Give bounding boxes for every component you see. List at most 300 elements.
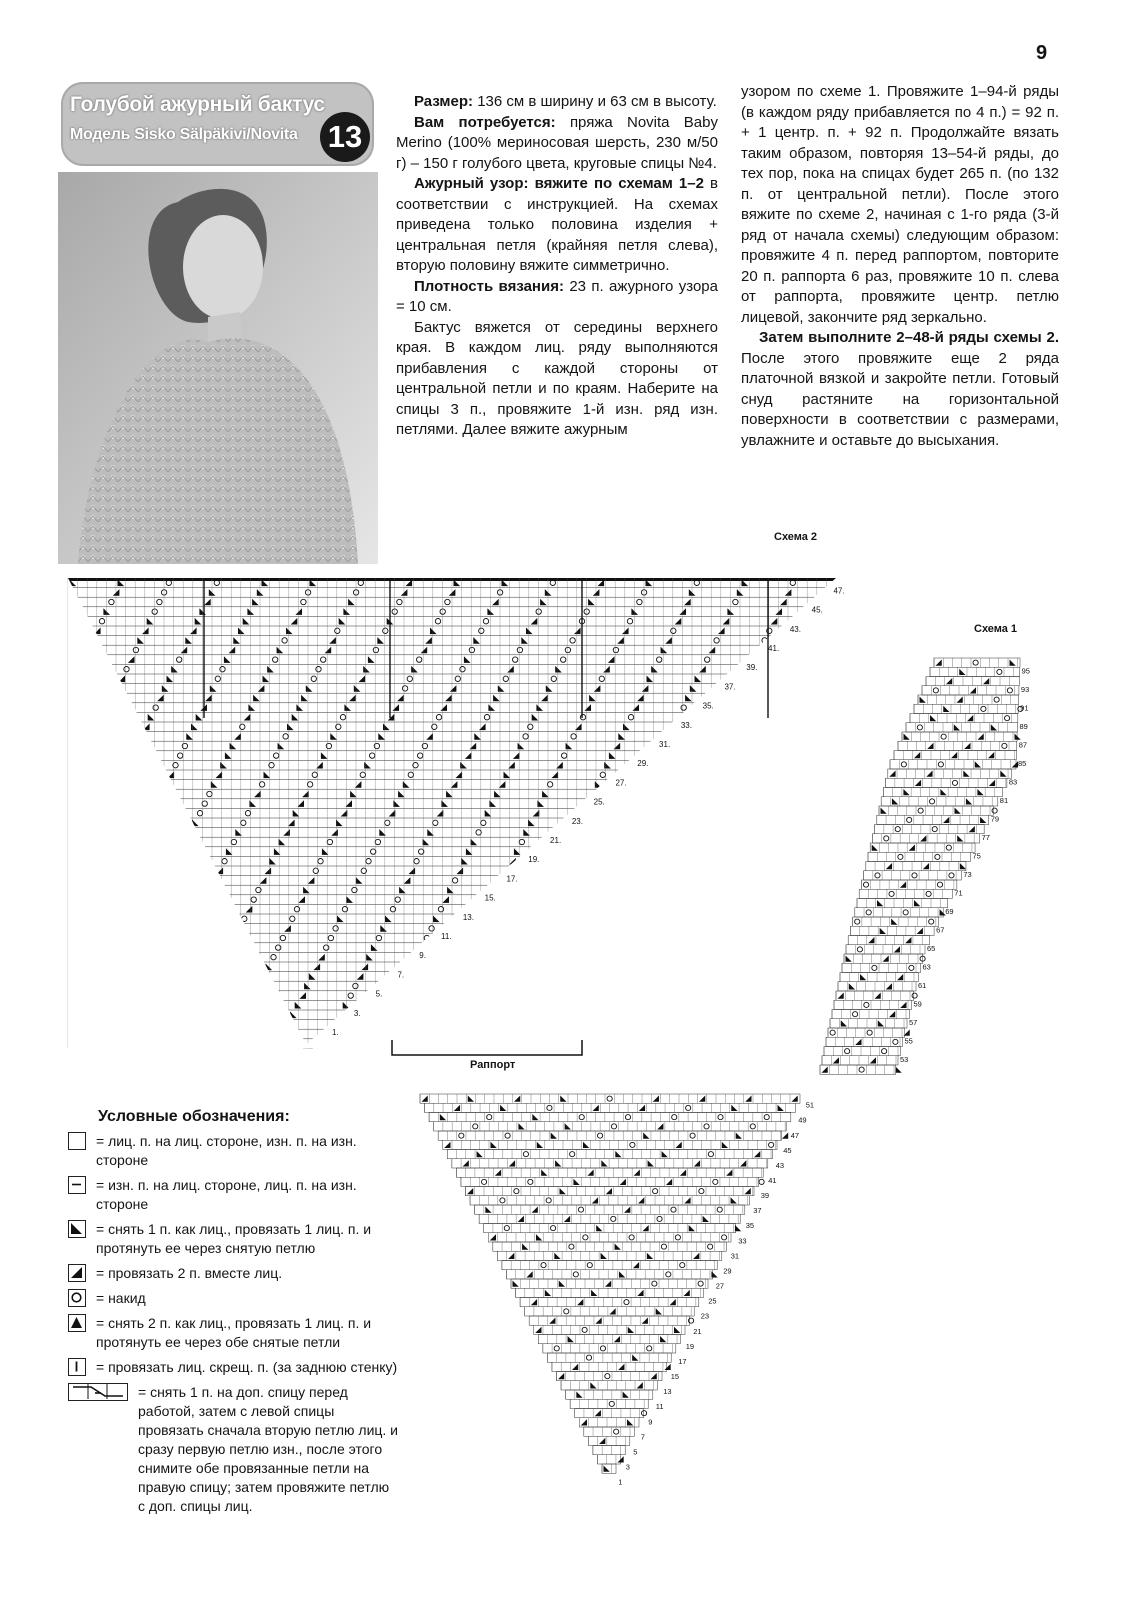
chart-2-stitch-symbol <box>440 704 447 711</box>
chart-1-lower-row <box>484 1224 736 1233</box>
chart-1-row-label: 71 <box>954 888 963 898</box>
chart-1-stitch-symbol <box>703 1216 709 1222</box>
chart-1-stitch-symbol <box>595 1410 601 1416</box>
chart-1-stitch-symbol <box>632 1355 638 1361</box>
chart-2-stitch-symbol <box>679 608 686 615</box>
chart-2-stitch-symbol <box>294 907 299 912</box>
chart-1-stitch-symbol <box>900 882 906 888</box>
chart-2-stitch-symbol <box>258 685 265 692</box>
chart-1-lower-row <box>538 1335 680 1344</box>
chart-1-stitch-symbol <box>889 771 895 777</box>
chart-1-row <box>820 1065 896 1074</box>
chart-2-stitch-symbol <box>349 695 356 702</box>
chart-1-stitch-symbol <box>578 1207 583 1212</box>
chart-1-stitch-symbol <box>855 1039 861 1045</box>
chart-2-stitch-symbol <box>399 887 406 894</box>
chart-1-stitch-symbol <box>675 1235 680 1240</box>
chart-1-stitch-symbol <box>647 1253 653 1259</box>
chart-2-stitch-symbol <box>556 762 563 769</box>
left-slant-triangle-icon <box>68 1220 86 1238</box>
chart-1-stitch-symbol <box>735 1225 741 1231</box>
chart-2-stitch-symbol <box>222 859 227 864</box>
chart-1-lower-row <box>470 1196 749 1205</box>
chart-1-stitch-symbol <box>960 863 966 869</box>
chart-1-stitch-symbol <box>686 1105 691 1110</box>
chart-1-row-label: 49 <box>798 1115 807 1125</box>
chart-1-stitch-symbol <box>536 1234 542 1240</box>
chart-2-stitch-symbol <box>541 695 548 702</box>
chart-1-stitch-symbol <box>487 1115 492 1120</box>
chart-2-stitch-symbol <box>316 762 323 769</box>
chart-2-stitch-symbol <box>421 647 428 654</box>
chart-2-stitch-symbol <box>243 618 250 625</box>
chart-1-row-label: 65 <box>927 943 936 953</box>
rapport-label: Раппорт <box>470 1059 516 1071</box>
chart-2-stitch-symbol <box>137 637 144 644</box>
legend-item-ssk: = снять 1 п. как лиц., провязать 1 лиц. п. и протянуть ее через снятую петлю <box>68 1220 398 1258</box>
chart-1-title: Схема 1 <box>974 623 1018 635</box>
chart-1-stitch-symbol <box>912 873 917 878</box>
chart-2-stitch-symbol <box>329 637 336 644</box>
chart-1-lower-row <box>497 1251 721 1260</box>
chart-2-stitch-symbol <box>446 791 453 798</box>
chart-1-row-label: 13 <box>663 1387 672 1397</box>
chart-2-stitch-symbol <box>343 1002 350 1009</box>
chart-2-stitch-symbol <box>614 743 621 750</box>
chart-1-row-label: 83 <box>1008 777 1018 787</box>
chart-1-stitch-symbol <box>914 752 920 758</box>
chart-1-row <box>922 686 1019 695</box>
chart-2-stitch-symbol <box>147 618 154 625</box>
chart-2-stitch-symbol <box>594 685 601 692</box>
chart-2-stitch-symbol <box>224 656 231 663</box>
chart-1-stitch-symbol <box>875 993 881 999</box>
chart-1-lower-row <box>543 1344 676 1353</box>
chart-2-stitch-symbol <box>291 618 298 625</box>
chart-2-row-label: 29. <box>637 759 649 769</box>
chart-1-stitch-symbol <box>895 827 900 832</box>
chart-1-stitch-symbol <box>672 1115 677 1120</box>
chart-1-stitch-symbol <box>989 780 995 786</box>
chart-2-stitch-symbol <box>417 657 422 662</box>
chart-1-stitch-symbol <box>601 1253 607 1259</box>
chart-2-stitch-symbol <box>230 743 237 750</box>
chart-1-stitch-symbol <box>609 1401 614 1406</box>
chart-1-stitch-symbol <box>889 1011 895 1017</box>
chart-1-stitch-symbol <box>693 1253 699 1259</box>
chart-1-stitch-symbol <box>642 1318 648 1324</box>
chart-2-stitch-symbol <box>492 599 499 606</box>
chart-1-stitch-symbol <box>514 1096 520 1102</box>
chart-2-stitch-symbol <box>503 676 508 681</box>
chart-2-stitch-symbol <box>571 734 576 739</box>
chart-2-stitch-symbol <box>519 839 524 844</box>
chart-1-row <box>930 667 1020 676</box>
chart-2-stitch-symbol <box>99 619 104 624</box>
chart-2-stitch-symbol <box>171 666 178 673</box>
gauge-paragraph: Плотность вязания: 23 п. ажурного узора = 10 см. <box>396 277 718 315</box>
chart-1-stitch-symbol <box>532 1114 538 1120</box>
chart-1-row-label: 67 <box>936 925 945 935</box>
chart-2-stitch-symbol <box>456 772 463 779</box>
chart-1-lower-row <box>488 1233 731 1242</box>
chart-2-stitch-symbol <box>254 791 261 798</box>
chart-2-stitch-symbol <box>536 609 541 614</box>
chart-2-stitch-symbol <box>256 887 261 892</box>
chart-2-row-label: 7. <box>397 970 405 980</box>
chart-1-row-label: 11 <box>655 1402 664 1412</box>
chart-2-stitch-symbol <box>374 743 379 748</box>
chart-1-stitch-symbol <box>541 1263 546 1268</box>
chart-1-stitch-symbol <box>551 1133 557 1139</box>
chart-1-stitch-symbol <box>1000 771 1006 777</box>
chart-2-stitch-symbol <box>128 656 135 663</box>
chart-1-row-label: 93 <box>1020 684 1030 694</box>
chart-1-stitch-symbol <box>889 891 894 896</box>
chart-1-stitch-symbol <box>868 937 874 943</box>
chart-2-stitch-symbol <box>363 666 370 673</box>
chart-1-stitch-symbol <box>940 789 946 795</box>
chart-2-stitch-symbol <box>457 868 464 875</box>
chart-1-stitch-symbol <box>422 1096 428 1102</box>
chart-1-stitch-symbol <box>859 1067 864 1072</box>
chart-2-stitch-symbol <box>327 839 332 844</box>
chart-1-stitch-symbol <box>473 1124 478 1129</box>
chart-1-stitch-symbol <box>898 854 903 859</box>
chart-1-lower-row <box>493 1242 727 1251</box>
chart-1-stitch-symbol <box>736 1133 742 1139</box>
chart-2-stitch-symbol <box>335 628 340 633</box>
chart-2-row-label: 13. <box>462 912 474 922</box>
chart-2-stitch-symbol <box>277 647 284 654</box>
chart-2-stitch-symbol <box>298 896 305 903</box>
chart-1-stitch-symbol <box>905 937 911 943</box>
chart-1-stitch-symbol <box>633 1262 639 1268</box>
chart-1-stitch-symbol <box>440 1114 446 1120</box>
chart-1-stitch-symbol <box>920 697 926 703</box>
chart-2-stitch-symbol <box>608 656 615 663</box>
legend-item-cable: = снять 1 п. на доп. спицу перед работой, затем с левой спицы провязать сначала вторую петлю лиц. и сразу первую петлю изн., после этого снимите обе провязанные петли на правую спицу; затем провяжите петлю с доп. спицы лиц. <box>68 1383 398 1516</box>
chart-1-stitch-symbol <box>664 1364 670 1370</box>
chart-2-stitch-symbol <box>295 608 302 615</box>
chart-1-stitch-symbol <box>750 1124 755 1129</box>
chart-2-stitch-symbol <box>690 685 697 692</box>
chart-2-stitch-symbol <box>307 782 312 787</box>
chart-2-stitch-symbol <box>157 599 162 604</box>
chart-2-stitch-symbol <box>526 628 533 635</box>
chart-2-stitch-symbol <box>233 637 240 644</box>
chart-2-stitch-symbol <box>584 704 591 711</box>
chart-2-stitch-symbol <box>411 666 418 673</box>
chart-2-stitch-symbol <box>599 676 604 681</box>
chart-2-stitch-symbol <box>336 820 343 827</box>
chart-2-row-label: 31. <box>659 739 671 749</box>
chart-1-stitch-symbol <box>973 660 978 665</box>
chart-2-stitch-symbol <box>513 752 520 759</box>
chart-1-stitch-symbol <box>623 1392 629 1398</box>
chart-2-stitch-symbol <box>562 753 567 758</box>
chart-1-row <box>859 889 952 898</box>
chart-2-stitch-symbol <box>378 733 385 740</box>
chart-2-stitch-symbol <box>274 848 281 855</box>
chart-1-stitch-symbol <box>459 1133 464 1138</box>
chart-1-stitch-symbol <box>570 1152 575 1157</box>
chart-2-stitch-symbol <box>284 925 291 932</box>
chart-2-stitch-symbol <box>392 609 397 614</box>
chart-1-stitch-symbol <box>967 715 973 721</box>
chart-1-stitch-symbol <box>917 928 923 934</box>
chart-1-stitch-symbol <box>946 845 951 850</box>
chart-1-row <box>826 1037 903 1046</box>
chart-2-stitch-symbol <box>531 618 538 625</box>
chart-1-stitch-symbol <box>699 1189 704 1194</box>
chart-1-stitch-symbol <box>545 1290 551 1296</box>
chart-1-stitch-symbol <box>508 1253 514 1259</box>
chart-1-stitch-symbol <box>522 1244 528 1250</box>
chart-2-stitch-symbol <box>425 637 432 644</box>
chart-1-lower-row <box>438 1131 781 1140</box>
chart-2-stitch-symbol <box>631 608 638 615</box>
chart-2-stitch-symbol <box>336 724 341 729</box>
chart-2-row-label: 27. <box>615 778 627 788</box>
chart-1-stitch-symbol <box>782 1133 788 1139</box>
chart-1-row-label: 25 <box>708 1296 717 1306</box>
chart-1-stitch-symbol <box>572 1364 578 1370</box>
chart-1-stitch-symbol <box>980 817 986 823</box>
chart-1-stitch-symbol <box>867 1030 872 1035</box>
chart-2-stitch-symbol <box>552 772 559 779</box>
legend-item-twisted-knit: = провязать лиц. скрещ. п. (за заднюю стенку) <box>68 1358 398 1377</box>
chart-2-stitch-symbol <box>337 916 344 923</box>
chart-1-stitch-symbol <box>653 1189 658 1194</box>
chart-2-stitch-symbol <box>234 733 241 740</box>
chart-2-stitch-symbol <box>426 733 433 740</box>
chart-1-stitch-symbol <box>558 1373 564 1379</box>
chart-1-stitch-symbol <box>900 1002 906 1008</box>
chart-1-lower-row <box>452 1159 768 1168</box>
chart-1-row <box>848 936 929 945</box>
chart-1-stitch-symbol <box>514 1189 519 1194</box>
chart-2-stitch-symbol <box>202 801 207 806</box>
chart-1-stitch-symbol <box>792 1096 798 1102</box>
chart-1-stitch-symbol <box>694 1160 700 1166</box>
chart-2-row-label: 33. <box>680 720 692 730</box>
chart-2-row-label: 35. <box>702 701 714 711</box>
chart-2-stitch-symbol <box>651 666 658 673</box>
chart-2-stitch-symbol <box>685 695 692 702</box>
chart-1-stitch-symbol <box>698 1281 703 1286</box>
chart-1-stitch-symbol <box>624 1300 629 1305</box>
chart-2-stitch-symbol <box>153 705 158 710</box>
chart-2-stitch-symbol <box>244 714 251 721</box>
chart-2-stitch-symbol <box>220 667 225 672</box>
chart-1-stitch-symbol <box>930 715 936 721</box>
chart-2-stitch-symbol <box>346 896 353 903</box>
chart-2-stitch-symbol <box>260 877 267 884</box>
chart-2-stitch-symbol <box>580 715 585 720</box>
chart-1-stitch-symbol <box>576 1392 582 1398</box>
chart-1-stitch-symbol <box>531 1299 537 1305</box>
chart-1-row <box>846 945 925 954</box>
chart-2-stitch-symbol <box>211 781 218 788</box>
right-slant-triangle-icon <box>68 1264 86 1282</box>
chart-2-stitch-symbol <box>181 647 188 654</box>
chart-2-stitch-symbol <box>252 599 259 606</box>
chart-2-stitch-symbol <box>167 676 174 683</box>
chart-1-stitch-symbol <box>870 1057 876 1063</box>
chart-2-stitch-symbol <box>142 628 149 635</box>
chart-2-stitch-symbol <box>479 628 484 633</box>
chart-2-stitch-symbol <box>555 666 562 673</box>
chart-2-stitch-symbol <box>215 676 220 681</box>
chart-1-stitch-symbol <box>638 1197 644 1203</box>
chart-1-row-label: 15 <box>670 1372 680 1382</box>
chart-2-stitch-symbol <box>177 657 182 662</box>
chart-2-row-label: 41. <box>768 643 780 653</box>
chart-1-row <box>834 1000 912 1009</box>
chart-2-stitch-symbol <box>103 608 110 615</box>
chart-2-stitch-symbol <box>124 667 129 672</box>
chart-1-stitch-symbol <box>1002 743 1007 748</box>
chart-2-stitch-symbol <box>471 839 478 846</box>
chart-2-stitch-symbol <box>499 781 506 788</box>
chart-2-stitch-symbol <box>247 608 254 615</box>
chart-1-stitch-symbol <box>992 808 997 813</box>
chart-1-row-label: 91 <box>1020 703 1029 713</box>
chart-2-stitch-symbol <box>278 743 285 750</box>
chart-2-stitch-symbol <box>204 599 211 606</box>
chart-2-stitch-symbol <box>514 848 521 855</box>
chart-2-stitch-symbol <box>314 964 321 971</box>
chart-2-stitch-symbol <box>263 676 270 683</box>
chart-2-stitch-symbol <box>216 772 223 779</box>
chart-2-stitch-symbol <box>433 916 440 923</box>
chart-1-stitch-symbol <box>537 1142 543 1148</box>
chart-1-stitch-symbol <box>656 1308 662 1314</box>
chart-2-stitch-symbol <box>109 599 114 604</box>
chart-1-stitch-symbol <box>926 891 931 896</box>
chart-2-stitch-symbol <box>148 714 155 721</box>
chart-1-stitch-symbol <box>726 1170 732 1176</box>
chart-2-stitch-symbol <box>267 666 274 673</box>
chart-1-stitch-symbol <box>955 808 961 814</box>
chart-1-row-label: 17 <box>678 1356 687 1366</box>
chart-1-row-label: 45 <box>783 1145 792 1155</box>
chart-1-row-label: 73 <box>963 869 972 879</box>
chart-1-stitch-symbol <box>560 1096 566 1102</box>
chart-2-stitch-symbol <box>408 772 413 777</box>
chart-1-stitch-symbol <box>969 826 975 832</box>
chart-1-stitch-symbol <box>518 1216 524 1222</box>
chart-2-stitch-symbol <box>182 743 187 748</box>
chart-1-row-label: 69 <box>945 906 954 916</box>
chart-1-stitch-symbol <box>846 956 852 962</box>
chart-2-stitch-symbol <box>684 599 691 606</box>
chart-2-stitch-symbol <box>359 676 366 683</box>
chart-2-stitch-symbol <box>440 609 445 614</box>
vertical-bar-icon <box>68 1358 86 1376</box>
chart-2-row-label: 17. <box>506 874 518 884</box>
chart-2-stitch-symbol <box>540 599 547 606</box>
chart-1-row-label: 21 <box>693 1326 702 1336</box>
chart-1-stitch-symbol <box>917 725 922 730</box>
chart-2-stitch-symbol <box>438 907 443 912</box>
chart-1-stitch-symbol <box>509 1160 515 1166</box>
chart-1-stitch-symbol <box>643 1133 649 1139</box>
chart-1-stitch-symbol <box>500 1105 506 1111</box>
chart-1-lower-row <box>593 1446 625 1455</box>
legend-title: Условные обозначения: <box>98 1108 290 1125</box>
chart-1-stitch-symbol <box>878 1020 884 1026</box>
chart-1-stitch-symbol <box>684 1197 690 1203</box>
chart-1-stitch-symbol <box>554 1253 560 1259</box>
chart-1-stitch-symbol <box>983 678 989 684</box>
chart-2-stitch-symbol <box>295 1002 302 1009</box>
chart-2-stitch-symbol <box>133 647 138 652</box>
chart-2-row-label: 5. <box>375 989 383 999</box>
body-paragraph-3: Затем выполните 2–48-й ряды схемы 2. После этого провяжите еще 2 ряда платочной вязкой и закройте петли. Готовый снуд растяните на горизонтальной поверхности в соответствии с размерами, увлажните и оставьте до высыхания. <box>741 329 1059 449</box>
chart-1-row <box>902 732 1017 741</box>
chart-2-stitch-symbol <box>771 618 778 625</box>
chart-2-stitch-symbol <box>432 724 437 729</box>
chart-1-stitch-symbol <box>468 1096 474 1102</box>
chart-2-stitch-symbol <box>647 676 654 683</box>
chart-2-stitch-symbol <box>488 704 495 711</box>
chart-1-lower-row <box>525 1307 695 1316</box>
chart-2-stitch-symbol <box>542 791 549 798</box>
chart-2-stitch-symbol <box>162 685 169 692</box>
chart-2-stitch-symbol <box>487 608 494 615</box>
chart-1-stitch-symbol <box>444 1142 450 1148</box>
chart-1-stitch-symbol <box>914 900 920 906</box>
chart-1-stitch-symbol <box>926 771 932 777</box>
chart-2-stitch-symbol <box>484 715 489 720</box>
chart-2-stitch-symbol <box>330 733 337 740</box>
chart-2-stitch-symbol <box>312 772 317 777</box>
chart-2-stitch-symbol <box>513 657 518 662</box>
chart-2-stitch-symbol <box>231 839 236 844</box>
chart-2-stitch-symbol <box>195 618 202 625</box>
chart-1-stitch-symbol <box>607 1096 612 1101</box>
chart-1-stitch-symbol <box>573 1179 579 1185</box>
chart-1-stitch-symbol <box>880 928 886 934</box>
chart-1-stitch-symbol <box>587 1263 592 1268</box>
chart-1-stitch-symbol <box>857 947 862 952</box>
chart-2-left-mask <box>68 578 308 1048</box>
chart-1-stitch-symbol <box>565 1123 571 1129</box>
chart-1-stitch-symbol <box>882 1049 887 1054</box>
chart-2-stitch-symbol <box>461 858 468 865</box>
chart-1-stitch-symbol <box>896 1067 902 1073</box>
chart-2-stitch-symbol <box>473 637 480 644</box>
chart-2-stitch-symbol <box>414 859 419 864</box>
chart-1-row <box>870 843 975 852</box>
chart-1-stitch-symbol <box>909 965 914 970</box>
chart-2-stitch-symbol <box>299 992 306 999</box>
chart-2-stitch-symbol <box>604 762 611 769</box>
chart-2-stitch-symbol <box>727 608 734 615</box>
chart-2-stitch-symbol <box>321 752 328 759</box>
chart-2-stitch-symbol <box>385 820 390 825</box>
chart-1-stitch-symbol <box>894 946 900 952</box>
chart-1-row-label: 19 <box>685 1341 695 1351</box>
chart-1-stitch-symbol <box>625 1115 630 1120</box>
chart-2-stitch-symbol <box>445 695 452 702</box>
chart-2-row-label: 39. <box>746 663 758 673</box>
chart-1-lower-row <box>534 1325 685 1334</box>
chart-1-stitch-symbol <box>731 1197 737 1203</box>
chart-1-stitch-symbol <box>988 752 994 758</box>
